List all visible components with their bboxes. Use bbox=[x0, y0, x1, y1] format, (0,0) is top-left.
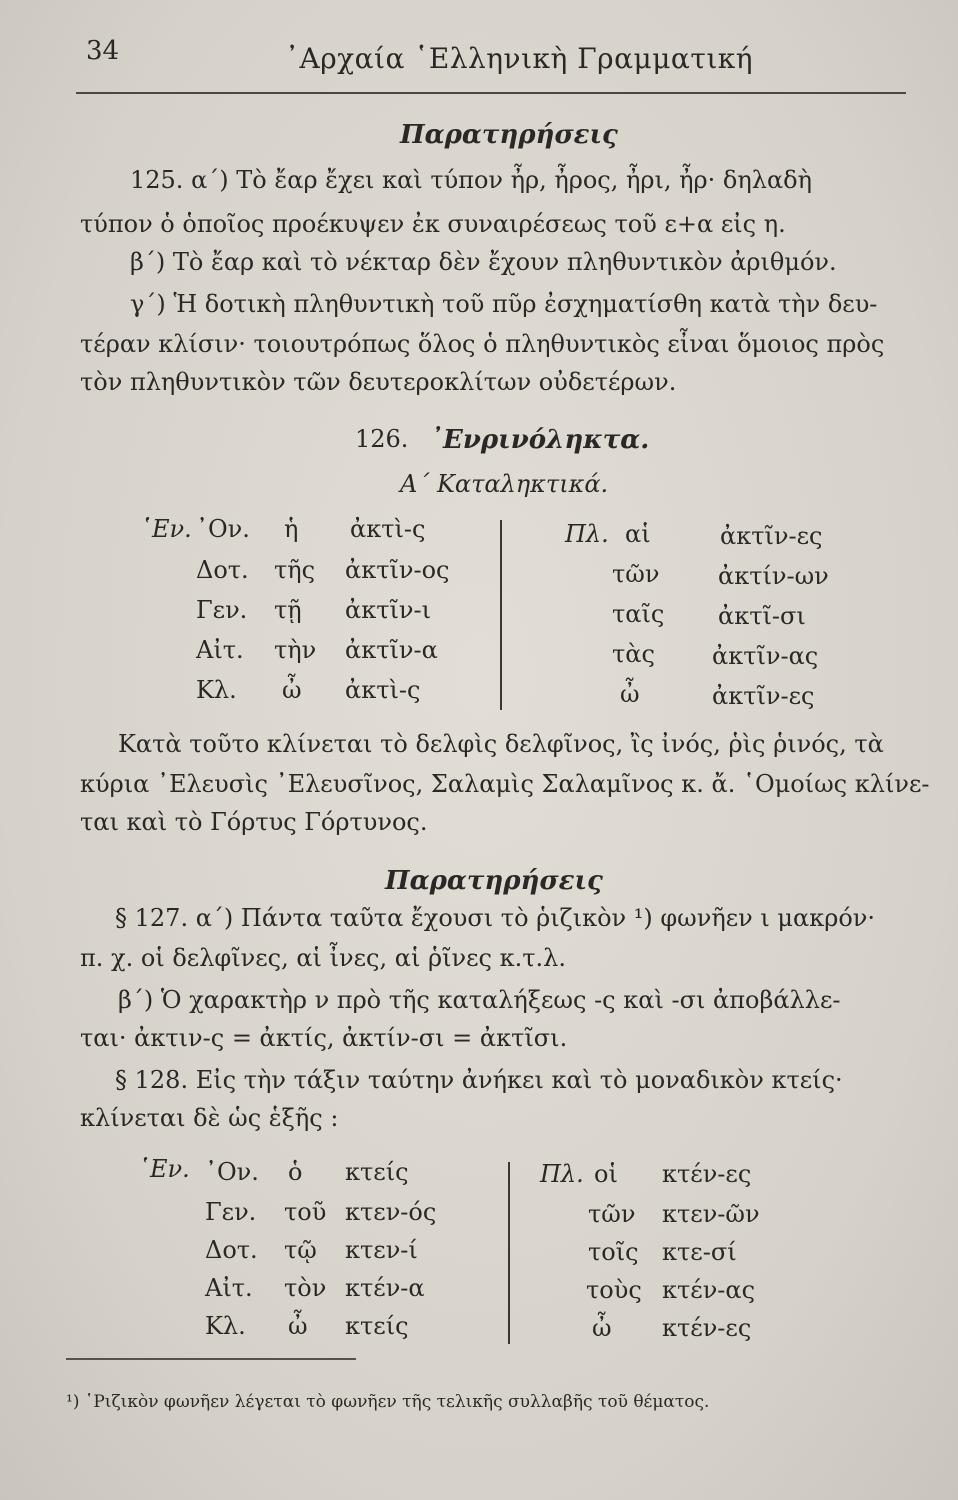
article: ὁ bbox=[288, 1158, 303, 1186]
word-form: ἀκτῖν-ι bbox=[345, 596, 432, 624]
case-label: Αἰτ. bbox=[205, 1274, 253, 1302]
text-line: β΄) Ὁ χαρακτὴρ ν πρὸ τῆς καταλήξεως -ς καὶ -σι ἀποβάλλε- bbox=[118, 986, 841, 1014]
singular-label: ῾Εν. bbox=[140, 515, 192, 543]
word-form: κτέν-α bbox=[345, 1274, 425, 1302]
word-form: ἀκτῖν-ες bbox=[720, 522, 823, 550]
singular-label: ῾Εν. bbox=[138, 1155, 190, 1183]
article: ὦ bbox=[592, 1314, 612, 1342]
text-line: τὸν πληθυντικὸν τῶν δευτεροκλίτων οὐδετέρων. bbox=[80, 368, 677, 396]
article: τοὺς bbox=[586, 1276, 642, 1304]
text-line: κύρια ᾿Ελευσὶς ᾿Ελευσῖνος, Σαλαμὶς Σαλαμῖνος κ. ἄ. ῾Ομοίως κλίνε- bbox=[80, 770, 930, 798]
footnote: ¹) ῾Ριζικὸν φωνῆεν λέγεται τὸ φωνῆεν τῆς τελικῆς συλλαβῆς τοῦ θέματος. bbox=[66, 1392, 710, 1412]
text-line: π. χ. οἱ δελφῖνες, αἱ ἶνες, αἱ ῥῖνες κ.τ.λ. bbox=[80, 944, 566, 972]
table-divider bbox=[508, 1162, 510, 1344]
text-line: § 128. Εἰς τὴν τάξιν ταύτην ἀνήκει καὶ τὸ μοναδικὸν κτείς· bbox=[115, 1066, 843, 1094]
word-form: κτείς bbox=[345, 1158, 409, 1186]
section-number: 126. bbox=[355, 425, 409, 453]
word-form: ἀκτῖν-ας bbox=[712, 642, 819, 670]
text-line: τύπον ὁ ὁποῖος προέκυψεν ἐκ συναιρέσεως τοῦ ε+α εἰς η. bbox=[80, 210, 786, 238]
word-form: κτείς bbox=[345, 1312, 409, 1340]
article: ὦ bbox=[282, 676, 302, 704]
word-form: ἀκτὶ-ς bbox=[345, 676, 421, 704]
plural-label: Πλ. bbox=[540, 1160, 584, 1188]
word-form: ἀκτῖ-σι bbox=[718, 602, 806, 630]
article: οἱ bbox=[594, 1160, 618, 1188]
header-rule bbox=[76, 92, 906, 94]
text-line: κλίνεται δὲ ὡς ἑξῆς : bbox=[80, 1104, 339, 1132]
word-form: κτεν-ῶν bbox=[662, 1200, 760, 1228]
text-line: § 127. α΄) Πάντα ταῦτα ἔχουσι τὸ ῥιζικὸν ¹) φωνῆεν ι μακρόν· bbox=[115, 904, 875, 932]
text-line: β΄) Τὸ ἔαρ καὶ τὸ νέκταρ δὲν ἔχουν πληθυντικὸν ἀριθμόν. bbox=[130, 248, 837, 276]
text-line: τέραν κλίσιν· τοιουτρόπως ὅλος ὁ πληθυντικὸς εἶναι ὅμοιος πρὸς bbox=[80, 330, 885, 358]
word-form: ἀκτὶ-ς bbox=[350, 515, 426, 543]
footnote-rule bbox=[66, 1358, 356, 1360]
word-form: κτε-σί bbox=[662, 1238, 737, 1266]
running-title: ᾿Αρχαία ῾Ελληνικὴ Γραμματική bbox=[285, 42, 754, 75]
plural-label: Πλ. bbox=[565, 520, 609, 548]
word-form: ἀκτῖν-ος bbox=[345, 556, 450, 584]
article: τὰς bbox=[612, 640, 655, 668]
case-label: Δοτ. bbox=[205, 1236, 258, 1264]
article: ταῖς bbox=[612, 600, 665, 628]
section-title: ᾿Ενρινόληκτα. bbox=[430, 425, 650, 455]
text-line: Κατὰ τοῦτο κλίνεται τὸ δελφὶς δελφῖνος, ἲς ἰνός, ῥὶς ῥινός, τὰ bbox=[118, 730, 884, 758]
section-heading-observations: Παρατηρήσεις bbox=[385, 866, 603, 896]
article: τοῖς bbox=[588, 1238, 639, 1266]
text-line: ται καὶ τὸ Γόρτυς Γόρτυνος. bbox=[80, 808, 428, 836]
word-form: ἀκτίν-ων bbox=[718, 562, 829, 590]
article: τὴν bbox=[274, 636, 317, 664]
article: τῆς bbox=[274, 556, 316, 584]
article: ὦ bbox=[288, 1312, 308, 1340]
text-line: ται· ἀκτιν-ς = ἀκτίς, ἀκτίν-σι = ἀκτῖσι. bbox=[80, 1024, 568, 1052]
case-label: Γεν. bbox=[196, 596, 248, 624]
word-form: κτεν-ός bbox=[345, 1198, 437, 1226]
case-label: Δοτ. bbox=[196, 556, 249, 584]
case-label: Αἰτ. bbox=[196, 636, 244, 664]
case-label: Κλ. bbox=[205, 1312, 246, 1340]
case-label: ᾿Ον. bbox=[196, 515, 250, 543]
word-form: ἀκτῖν-α bbox=[345, 636, 438, 664]
article: τῶν bbox=[588, 1200, 636, 1228]
page-number: 34 bbox=[86, 36, 120, 66]
text-line: 125. α΄) Τὸ ἔαρ ἔχει καὶ τύπον ἦρ, ἦρος, ἦρι, ἦρ· δηλαδὴ bbox=[130, 166, 812, 194]
article: τῷ bbox=[284, 1236, 317, 1264]
article: ὦ bbox=[620, 680, 640, 708]
word-form: κτέν-ες bbox=[662, 1160, 752, 1188]
word-form: κτέν-ες bbox=[662, 1314, 752, 1342]
article: αἱ bbox=[625, 520, 651, 548]
case-label: Κλ. bbox=[196, 676, 237, 704]
section-subtitle: Α΄ Καταληκτικά. bbox=[400, 470, 609, 498]
article: ἡ bbox=[284, 515, 299, 543]
table-divider bbox=[500, 520, 502, 710]
case-label: ᾿Ον. bbox=[205, 1158, 259, 1186]
article: τῇ bbox=[274, 596, 302, 624]
article: τῶν bbox=[612, 560, 660, 588]
article: τὸν bbox=[284, 1274, 327, 1302]
text-line: γ΄) Ἡ δοτικὴ πληθυντικὴ τοῦ πῦρ ἐσχηματίσθη κατὰ τὴν δευ- bbox=[130, 290, 878, 318]
article: τοῦ bbox=[284, 1198, 327, 1226]
word-form: ἀκτῖν-ες bbox=[712, 682, 815, 710]
case-label: Γεν. bbox=[205, 1198, 257, 1226]
word-form: κτεν-ί bbox=[345, 1236, 418, 1264]
section-heading-observations: Παρατηρήσεις bbox=[400, 120, 618, 150]
word-form: κτέν-ας bbox=[662, 1276, 756, 1304]
